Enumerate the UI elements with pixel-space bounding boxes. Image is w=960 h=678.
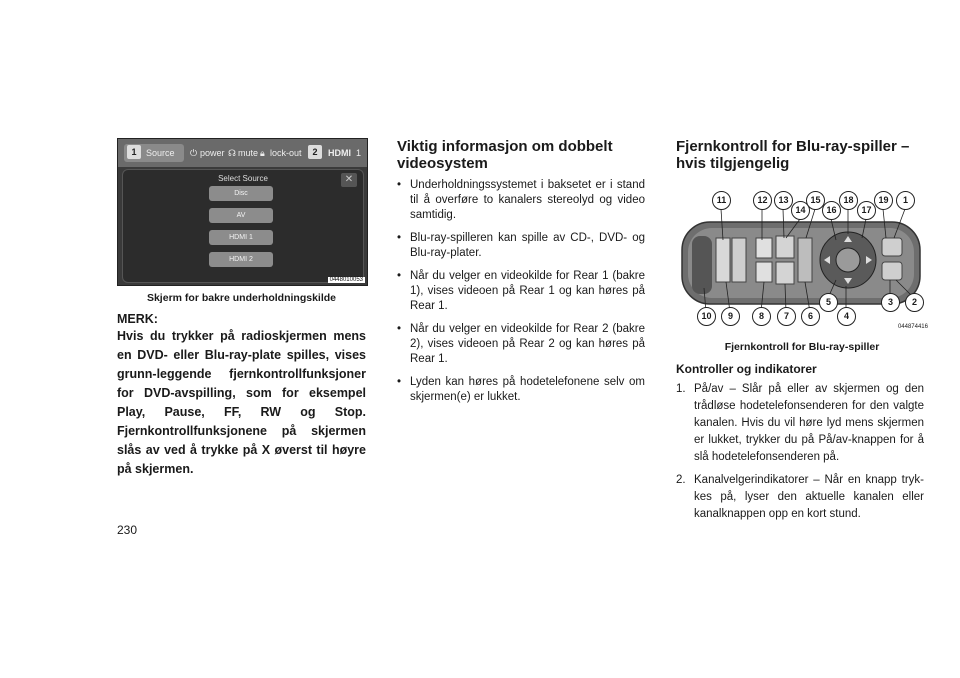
- note-text: Hvis du trykker på radioskjermen mens en DVD- eller Blu-ray-plate spilles, vises grunn-leggende fjernkontrollfunksjoner for DVD-avspilling, som for eksempel Play, Pause, FF, RW og Stop. Fjernkontrollfunksjonene på skjermen slås av ved å trykke på X øverst til høyre på skjermen.: [117, 329, 366, 476]
- hdmi-tab-index: 1: [356, 148, 362, 158]
- image-code: 0448010053: [329, 277, 363, 283]
- callout-18: 18: [839, 191, 858, 210]
- source-option-av: AV: [209, 208, 273, 223]
- figure-caption: Fjernkontroll for Blu-ray-spiller: [724, 341, 880, 353]
- rear-entertainment-screenshot: [117, 138, 368, 286]
- figure-caption: Skjerm for bakre underholdningskilde: [146, 292, 337, 304]
- source-tab-bar: [118, 139, 367, 167]
- callout-4: 4: [837, 307, 856, 326]
- list-item: 2. Kanalvelgerindikatorer – Når en knapp tryk-kes på, lyser den aktuelle kanalen eller kanalknappen opp en kort stund.: [676, 474, 924, 520]
- note-title: MERK:: [117, 312, 158, 326]
- remote-control-figure: [676, 188, 928, 330]
- callout-2: 2: [905, 293, 924, 312]
- channel-2-badge: 2: [308, 145, 322, 159]
- lock-icon: 🔒︎: [260, 148, 265, 158]
- source-option-hdmi1: HDMI 1: [209, 230, 273, 245]
- callout-17: 17: [857, 201, 876, 220]
- list-item: • Lyden kan høres på hodetelefonene selv om skjermen(e) er lukket.: [397, 376, 645, 403]
- callout-9: 9: [721, 307, 740, 326]
- numbered-list: [676, 381, 924, 529]
- section-heading: Viktig informasjon om dobbelt videosystem: [397, 138, 613, 172]
- power-label: power: [200, 148, 225, 158]
- callout-15: 15: [806, 191, 825, 210]
- callout-14: 14: [791, 201, 810, 220]
- callout-11: 11: [712, 191, 731, 210]
- headphones-icon: ☊: [228, 148, 236, 158]
- list-item: • Når du velger en videokilde for Rear 1 (bakre 1), vises videoen på Rear 1 og kan høres på Rear 1.: [397, 270, 645, 312]
- callout-16: 16: [822, 201, 841, 220]
- select-source-dialog: [122, 169, 364, 283]
- source-option-disc: Disc: [209, 186, 273, 201]
- callout-7: 7: [777, 307, 796, 326]
- list-item: • Underholdningssystemet i baksetet er i stand til å overføre to kanalers stereolyd og video samtidig.: [397, 179, 645, 221]
- subheading: Kontroller og indikatorer: [676, 362, 817, 376]
- dialog-title: Select Source: [218, 174, 268, 183]
- power-icon: ⏻: [190, 148, 198, 158]
- list-item: • Blu-ray-spilleren kan spille av CD-, DVD- og Blu-ray-plater.: [397, 232, 645, 259]
- mute-label: mute: [238, 148, 259, 158]
- section-heading: Fjernkontroll for Blu-ray-spiller – hvis tilgjengelig: [676, 138, 910, 172]
- page-number: 230: [117, 523, 138, 537]
- close-icon: ✕: [341, 173, 357, 187]
- channel-1-badge: 1: [127, 145, 141, 159]
- image-code: 044874416: [897, 324, 928, 330]
- list-item: 1. På/av – Slår på eller av skjermen og den trådløse hodetelefonsenderen for den valgte kanalen. Hvis du vil høre lyd mens skjermen er lukket, trykker du på På/av-knappen for å slå hodetelefonsenderen på.: [676, 383, 924, 463]
- callout-6: 6: [801, 307, 820, 326]
- callout-8: 8: [752, 307, 771, 326]
- hdmi-tab-label: HDMI: [328, 148, 351, 158]
- callout-1: 1: [896, 191, 915, 210]
- list-item: • Når du velger en videokilde for Rear 2 (bakre 2), vises videoen på Rear 2 og kan høres på Rear 1.: [397, 323, 645, 365]
- callout-5: 5: [819, 293, 838, 312]
- bullet-list: [397, 178, 645, 413]
- callout-19: 19: [874, 191, 893, 210]
- source-option-hdmi2: HDMI 2: [209, 252, 273, 267]
- callout-12: 12: [753, 191, 772, 210]
- callout-3: 3: [881, 293, 900, 312]
- callout-13: 13: [774, 191, 793, 210]
- source-tab-label: Source: [146, 148, 175, 158]
- callout-10: 10: [697, 307, 716, 326]
- lockout-label: lock-out: [270, 148, 302, 158]
